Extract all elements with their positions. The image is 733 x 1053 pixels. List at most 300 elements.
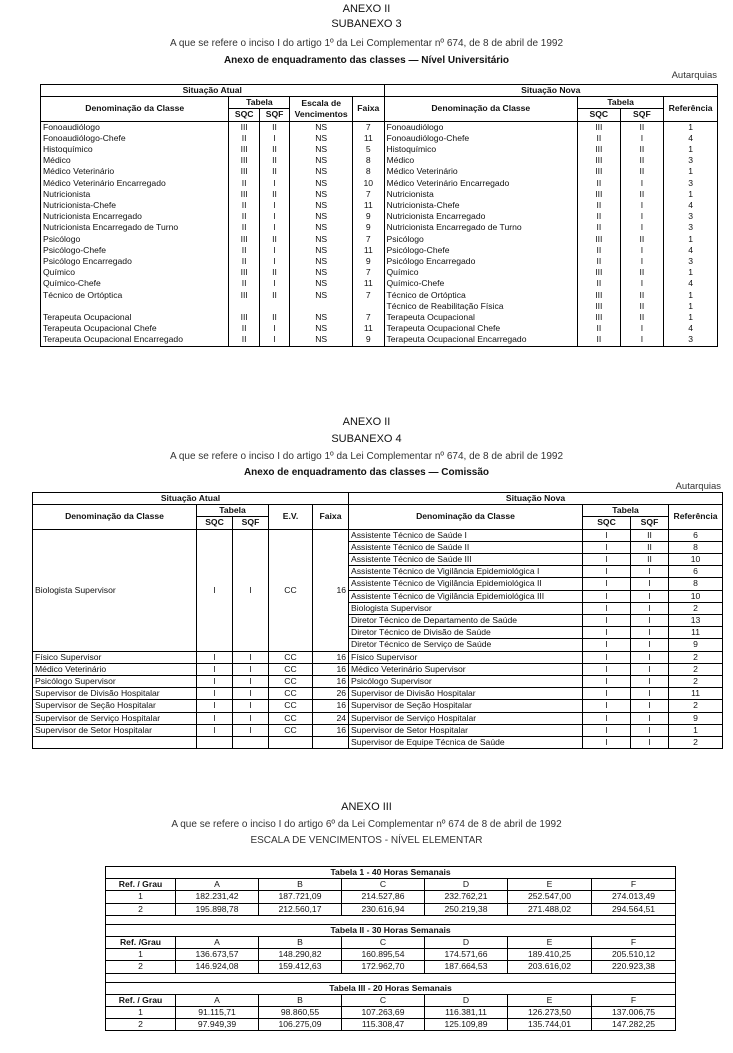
salary-value: 136.673,57 (176, 949, 259, 961)
table-row (41, 267, 718, 278)
grade-header-row (106, 994, 676, 1006)
salary-value: 250.219,38 (425, 903, 508, 915)
old-sqc: II (229, 200, 259, 211)
new-sqc: II (578, 245, 621, 256)
table-row (33, 724, 723, 736)
old-escala: NS (290, 312, 353, 323)
new-sqf: II (620, 166, 664, 177)
law-reference-1: A que se refere o inciso I do artigo 1º da Lei Complementar nº 674, de 8 de abril de 1992 (169, 38, 564, 49)
referencia-header-2: Referência (669, 505, 723, 529)
salary-value: 148.290,82 (259, 949, 342, 961)
new-referencia: 8 (669, 541, 723, 553)
table-row (41, 323, 718, 334)
old-sqc: I (197, 663, 233, 675)
new-sqf: I (631, 712, 669, 724)
old-faixa: 7 (353, 234, 384, 245)
old-ev: CC (269, 651, 313, 663)
old-sqf: II (259, 144, 289, 155)
salary-value: 97.949,39 (176, 1019, 259, 1031)
table-row (41, 245, 718, 256)
new-class-name: Físico Supervisor (349, 651, 583, 663)
old-sqc: III (229, 312, 259, 323)
new-sqf: I (631, 676, 669, 688)
new-class-name: Médico Veterinário Encarregado (384, 178, 578, 189)
old-faixa: 11 (353, 278, 384, 289)
new-class-name: Supervisor de Serviço Hospitalar (349, 712, 583, 724)
new-class-name: Assistente Técnico de Vigilância Epidemiológica I (349, 566, 583, 578)
old-class-name: Terapeuta Ocupacional Encarregado (41, 334, 229, 346)
new-class-name: Fonoaudiólogo (384, 121, 578, 133)
new-class-name: Histoquímico (384, 144, 578, 155)
new-sqc: I (583, 578, 631, 590)
old-sqc: II (229, 245, 259, 256)
new-class-name: Assistente Técnico de Saúde II (349, 541, 583, 553)
grade-header: F (592, 879, 676, 891)
old-faixa: 7 (353, 312, 384, 323)
table-row (41, 166, 718, 177)
table-row (41, 334, 718, 346)
salary-value: 115.308,47 (342, 1019, 425, 1031)
new-class-name: Químico-Chefe (384, 278, 578, 289)
grade-header: D (425, 937, 508, 949)
old-class-name: Histoquímico (41, 144, 229, 155)
new-referencia: 3 (664, 178, 718, 189)
table-row (41, 290, 718, 301)
old-escala: NS (290, 234, 353, 245)
salary-value: 147.282,25 (592, 1019, 676, 1031)
new-referencia: 9 (669, 639, 723, 651)
old-sqc (197, 737, 233, 749)
subannex-4-heading: SUBANEXO 4 (331, 433, 402, 445)
new-referencia: 3 (664, 211, 718, 222)
old-class-name: Químico (41, 267, 229, 278)
old-class-name: Médico Veterinário (41, 166, 229, 177)
salary-value: 212.560,17 (259, 903, 342, 915)
old-sqf: I (233, 676, 269, 688)
denominacao-header-2-new: Denominação da Classe (349, 505, 583, 529)
new-sqc: I (583, 651, 631, 663)
old-sqc (229, 301, 259, 312)
section1-title: Anexo de enquadramento das classes — Nível Universitário (223, 55, 510, 66)
new-class-name: Supervisor de Seção Hospitalar (349, 700, 583, 712)
new-sqf: II (620, 121, 664, 133)
sqf-header-2-new: SQF (631, 517, 669, 529)
old-faixa: 16 (313, 651, 349, 663)
new-sqf: I (620, 211, 664, 222)
salary-value: 160.895,54 (342, 949, 425, 961)
table-caption: Tabela 1 - 40 Horas Semanais (106, 867, 676, 879)
old-faixa: 7 (353, 121, 384, 133)
new-referencia: 3 (664, 256, 718, 267)
new-sqc: II (578, 178, 621, 189)
new-sqf: II (631, 541, 669, 553)
new-sqc: III (578, 234, 621, 245)
new-class-name: Assistente Técnico de Saúde III (349, 554, 583, 566)
new-sqc: I (583, 590, 631, 602)
new-sqc: II (578, 222, 621, 233)
tabela-header-new: Tabela (578, 97, 664, 109)
old-class-name: Nutricionista Encarregado (41, 211, 229, 222)
new-class-name: Médico (384, 155, 578, 166)
old-faixa (313, 737, 349, 749)
old-class-name (41, 301, 229, 312)
grade-header: E (508, 937, 592, 949)
sqc-header-2: SQC (197, 517, 233, 529)
salary-value: 106.275,09 (259, 1019, 342, 1031)
ref-grade-header: Ref. / Grau (106, 994, 176, 1006)
old-escala: NS (290, 211, 353, 222)
old-escala: NS (290, 334, 353, 346)
old-class-name: Biologista Supervisor (33, 529, 197, 651)
new-sqc: I (583, 566, 631, 578)
new-class-name: Psicólogo Supervisor (349, 676, 583, 688)
old-sqf: II (259, 189, 289, 200)
new-sqf: I (631, 688, 669, 700)
new-referencia: 13 (669, 615, 723, 627)
new-class-name: Terapeuta Ocupacional (384, 312, 578, 323)
table-row (33, 737, 723, 749)
old-sqc: III (229, 290, 259, 301)
new-class-name: Biologista Supervisor (349, 602, 583, 614)
new-sqf: I (631, 578, 669, 590)
new-sqf: I (631, 663, 669, 675)
old-class-name: Físico Supervisor (33, 651, 197, 663)
new-sqf: I (631, 615, 669, 627)
new-sqc: I (583, 700, 631, 712)
new-sqf: II (620, 267, 664, 278)
new-class-name: Técnico de Ortóptica (384, 290, 578, 301)
new-sqc: I (583, 627, 631, 639)
old-class-name: Fonoaudiólogo-Chefe (41, 133, 229, 144)
new-referencia: 2 (669, 737, 723, 749)
new-class-name: Psicólogo-Chefe (384, 245, 578, 256)
faixa-header-2: Faixa (313, 505, 349, 529)
old-sqf: I (233, 700, 269, 712)
new-referencia: 6 (669, 566, 723, 578)
grade-header: E (508, 994, 592, 1006)
old-class-name: Terapeuta Ocupacional (41, 312, 229, 323)
table-caption: Tabela II - 30 Horas Semanais (106, 924, 676, 936)
new-referencia: 1 (664, 290, 718, 301)
old-sqf: II (259, 121, 289, 133)
table-row (106, 949, 676, 961)
salary-value: 205.510,12 (592, 949, 676, 961)
table-row (106, 903, 676, 915)
new-referencia: 2 (669, 700, 723, 712)
denominacao-header-new: Denominação da Classe (384, 97, 578, 121)
new-sqc: I (583, 615, 631, 627)
old-sqf: II (259, 166, 289, 177)
new-sqf: II (620, 234, 664, 245)
new-referencia: 3 (664, 155, 718, 166)
new-sqf: I (620, 278, 664, 289)
table-caption-row (106, 924, 676, 936)
salary-value: 116.381,11 (425, 1007, 508, 1019)
salary-value: 98.860,55 (259, 1007, 342, 1019)
situacao-nova-header: Situação Nova (384, 85, 718, 97)
salary-value: 182.231,42 (176, 891, 259, 903)
grade-header: D (425, 994, 508, 1006)
ev-header: E.V. (269, 505, 313, 529)
table-row (33, 700, 723, 712)
new-sqf: II (620, 290, 664, 301)
new-referencia: 3 (664, 334, 718, 346)
old-sqf: II (259, 234, 289, 245)
table-caption-row (106, 867, 676, 879)
table-row (33, 688, 723, 700)
new-referencia: 1 (664, 234, 718, 245)
old-sqf: I (233, 712, 269, 724)
new-referencia: 4 (664, 278, 718, 289)
table-row (33, 651, 723, 663)
new-class-name: Fonoaudiólogo-Chefe (384, 133, 578, 144)
old-faixa: 9 (353, 222, 384, 233)
situacao-nova-header-2: Situação Nova (349, 493, 723, 505)
table-row (33, 529, 723, 541)
new-referencia: 1 (664, 267, 718, 278)
new-sqc: II (578, 323, 621, 334)
new-class-name: Técnico de Reabilitação Física (384, 301, 578, 312)
ref-grade-header: Ref. / Grau (106, 879, 176, 891)
new-sqc: II (578, 200, 621, 211)
old-escala: NS (290, 121, 353, 133)
tabela-header: Tabela (229, 97, 290, 109)
old-sqc: II (229, 323, 259, 334)
old-faixa: 11 (353, 200, 384, 211)
table-row (41, 121, 718, 133)
old-sqc: I (197, 700, 233, 712)
new-class-name: Diretor Técnico de Divisão de Saúde (349, 627, 583, 639)
grade-header: F (592, 994, 676, 1006)
old-class-name: Supervisor de Seção Hospitalar (33, 700, 197, 712)
table-row (41, 133, 718, 144)
salary-value: 271.488,02 (508, 903, 592, 915)
salary-value: 91.115,71 (176, 1007, 259, 1019)
old-sqf: I (259, 178, 289, 189)
salary-value: 135.744,01 (508, 1019, 592, 1031)
new-class-name: Químico (384, 267, 578, 278)
new-referencia: 3 (664, 222, 718, 233)
new-sqf: I (631, 627, 669, 639)
old-sqf: I (259, 256, 289, 267)
old-class-name: Nutricionista (41, 189, 229, 200)
old-faixa: 9 (353, 211, 384, 222)
salary-value: 189.410,25 (508, 949, 592, 961)
salary-value: 230.616,94 (342, 903, 425, 915)
old-faixa: 26 (313, 688, 349, 700)
new-sqf: II (620, 144, 664, 155)
new-sqc: II (578, 133, 621, 144)
old-faixa: 9 (353, 334, 384, 346)
ref-value: 2 (106, 903, 176, 915)
new-referencia: 1 (664, 121, 718, 133)
old-sqc: II (229, 256, 259, 267)
table-row (41, 178, 718, 189)
ref-value: 2 (106, 961, 176, 973)
old-escala: NS (290, 245, 353, 256)
old-class-name: Médico Veterinário Encarregado (41, 178, 229, 189)
old-faixa (353, 301, 384, 312)
annex-iii-heading: ANEXO III (341, 801, 392, 813)
new-referencia: 9 (669, 712, 723, 724)
old-sqc: II (229, 334, 259, 346)
old-escala: NS (290, 166, 353, 177)
table-row (106, 1007, 676, 1019)
new-referencia: 1 (664, 301, 718, 312)
old-sqf: I (233, 663, 269, 675)
table-row (41, 312, 718, 323)
new-sqc: III (578, 301, 621, 312)
denominacao-header: Denominação da Classe (41, 97, 229, 121)
salary-value: 174.571,66 (425, 949, 508, 961)
new-class-name: Assistente Técnico de Vigilância Epidemiológica III (349, 590, 583, 602)
old-faixa: 16 (313, 724, 349, 736)
salary-value: 187.721,09 (259, 891, 342, 903)
new-sqf: I (631, 566, 669, 578)
new-sqc: III (578, 155, 621, 166)
new-class-name: Nutricionista (384, 189, 578, 200)
old-class-name: Fonoaudiólogo (41, 121, 229, 133)
old-class-name (33, 737, 197, 749)
new-sqf: I (631, 700, 669, 712)
new-sqf: I (620, 133, 664, 144)
sqc-header-2-new: SQC (583, 517, 631, 529)
old-sqc: III (229, 234, 259, 245)
old-escala: NS (290, 200, 353, 211)
new-referencia: 1 (664, 312, 718, 323)
old-escala: NS (290, 267, 353, 278)
old-faixa: 16 (313, 676, 349, 688)
autarquias-label-2: Autarquias (675, 481, 721, 492)
old-sqc: III (229, 121, 259, 133)
old-sqc: II (229, 222, 259, 233)
old-sqf: II (259, 312, 289, 323)
table-caption: Tabela III - 20 Horas Semanais (106, 982, 676, 994)
new-sqf: I (631, 651, 669, 663)
salary-value: 195.898,78 (176, 903, 259, 915)
new-sqc: I (583, 712, 631, 724)
old-faixa: 8 (353, 166, 384, 177)
new-sqc: I (583, 639, 631, 651)
old-faixa: 24 (313, 712, 349, 724)
table-row (41, 301, 718, 312)
classes-table-comissao (32, 492, 723, 749)
sqc-header-new: SQC (578, 109, 621, 121)
situacao-atual-header: Situação Atual (41, 85, 385, 97)
salary-value: 232.762,21 (425, 891, 508, 903)
salary-value: 159.412,63 (259, 961, 342, 973)
law-reference-3: A que se refere o inciso I do artigo 6º da Lei Complementar nº 674 de 8 de abril de 1992 (171, 819, 562, 830)
old-faixa: 16 (313, 700, 349, 712)
table-row (41, 155, 718, 166)
old-escala: NS (290, 278, 353, 289)
table-caption-row (106, 982, 676, 994)
old-sqc: III (229, 155, 259, 166)
old-ev: CC (269, 529, 313, 651)
ref-value: 1 (106, 1007, 176, 1019)
new-sqf: I (631, 724, 669, 736)
old-sqf: I (233, 529, 269, 651)
old-escala (290, 301, 353, 312)
new-sqc: III (578, 189, 621, 200)
old-class-name: Supervisor de Divisão Hospitalar (33, 688, 197, 700)
new-sqc: I (583, 663, 631, 675)
table-row (41, 234, 718, 245)
new-sqf: I (620, 323, 664, 334)
grade-header: A (176, 994, 259, 1006)
old-ev: CC (269, 712, 313, 724)
salary-value: 137.006,75 (592, 1007, 676, 1019)
new-sqc: I (583, 529, 631, 541)
sqf-header-2: SQF (233, 517, 269, 529)
old-class-name: Médico Veterinário (33, 663, 197, 675)
old-sqc: I (197, 724, 233, 736)
escala-header: Escala de Vencimentos (290, 97, 353, 121)
old-faixa: 16 (313, 663, 349, 675)
table-row (41, 211, 718, 222)
new-sqc: I (583, 676, 631, 688)
old-sqf: I (233, 688, 269, 700)
new-class-name: Assistente Técnico de Saúde I (349, 529, 583, 541)
salary-value: 107.263,69 (342, 1007, 425, 1019)
old-escala: NS (290, 133, 353, 144)
salary-value: 252.547,00 (508, 891, 592, 903)
old-ev: CC (269, 724, 313, 736)
salary-value: 126.273,50 (508, 1007, 592, 1019)
new-referencia: 10 (669, 590, 723, 602)
new-class-name: Psicólogo (384, 234, 578, 245)
old-escala: NS (290, 155, 353, 166)
ref-value: 2 (106, 1019, 176, 1031)
new-class-name: Médico Veterinário Supervisor (349, 663, 583, 675)
old-escala: NS (290, 178, 353, 189)
new-class-name: Nutricionista-Chefe (384, 200, 578, 211)
old-sqf: I (259, 200, 289, 211)
new-referencia: 1 (664, 144, 718, 155)
salary-value: 203.616,02 (508, 961, 592, 973)
new-sqf: I (620, 256, 664, 267)
new-sqf: II (631, 529, 669, 541)
old-sqf: II (259, 290, 289, 301)
new-referencia: 4 (664, 133, 718, 144)
old-class-name: Psicólogo (41, 234, 229, 245)
new-sqc: II (578, 211, 621, 222)
old-ev: CC (269, 663, 313, 675)
old-faixa: 5 (353, 144, 384, 155)
new-sqc: II (578, 278, 621, 289)
new-sqf: I (631, 590, 669, 602)
old-sqf: I (259, 323, 289, 334)
old-faixa: 9 (353, 256, 384, 267)
old-sqc: I (197, 529, 233, 651)
grade-header: B (259, 937, 342, 949)
old-sqc: II (229, 278, 259, 289)
old-ev: CC (269, 676, 313, 688)
salary-value: 125.109,89 (425, 1019, 508, 1031)
table-row (106, 1019, 676, 1031)
new-class-name: Supervisor de Divisão Hospitalar (349, 688, 583, 700)
old-class-name: Psicólogo-Chefe (41, 245, 229, 256)
old-sqf: I (259, 211, 289, 222)
annex-ii-heading-1: ANEXO II (342, 3, 391, 15)
referencia-header: Referência (664, 97, 718, 121)
grade-header-row (106, 879, 676, 891)
classes-table-universitario (40, 84, 718, 347)
table-row (33, 676, 723, 688)
table-gap (106, 973, 676, 982)
old-escala: NS (290, 256, 353, 267)
table-row (41, 200, 718, 211)
